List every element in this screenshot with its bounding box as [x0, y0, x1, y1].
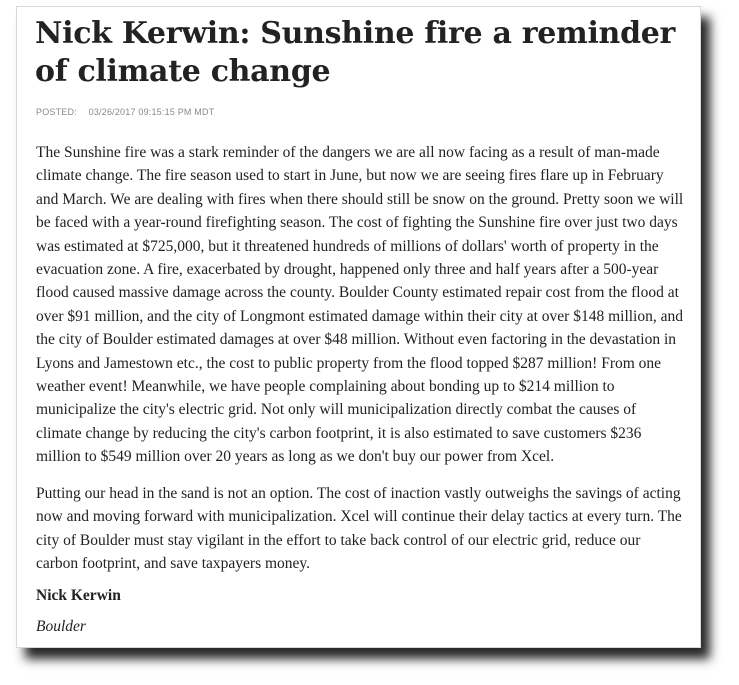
article-body	[36, 141, 684, 588]
article-paragraph-1: The Sunshine fire was a stark reminder of the dangers we are all now facing as a result of man-made climate change. The fire season used to start in June, but now we are seeing fires flare up in February and March. We are dealing with fires when there should still be snow on the ground. Pretty soon we will be faced with a year-round firefighting season. The cost of fighting the Sunshine fire over just two days was estimated at $725,000, but it threatened hundreds of millions of dollars' worth of property in the evacuation zone. A fire, exacerbated by drought, happened only three and half years after a 500-year flood caused massive damage across the county. Boulder County estimated repair cost from the flood at over $91 million, and the city of Longmont estimated damage within their city at over $148 million, and the city of Boulder estimated damages at over $48 million. Without even factoring in the devastation in Lyons and Jamestown etc., the cost to public property from the flood topped $287 million! From one weather event! Meanwhile, we have people complaining about bonding up to $214 million to municipalize the city's electric grid. Not only will municipalization directly combat the causes of climate change by reducing the city's carbon footprint, it is also estimated to save customers $236 million to $549 million over 20 years as long as we don't buy our power from Xcel.	[36, 144, 684, 466]
author-name: Nick Kerwin	[36, 587, 121, 604]
author-location: Boulder	[36, 618, 86, 635]
posted-label: POSTED:	[36, 107, 77, 117]
article-title: Nick Kerwin: Sunshine fire a reminder of climate change	[35, 16, 676, 89]
posted-timestamp: 03/26/2017 09:15:15 PM MDT	[88, 107, 215, 117]
article-card	[16, 6, 701, 648]
article-paragraph-2: Putting our head in the sand is not an option. The cost of inaction vastly outweighs the savings of acting now and moving forward with municipalization. Xcel will continue their delay tactics at every turn. The city of Boulder must stay vigilant in the effort to take back control of our electric grid, reduce our carbon footprint, and save taxpayers money.	[36, 484, 682, 572]
posted-line	[36, 107, 214, 117]
